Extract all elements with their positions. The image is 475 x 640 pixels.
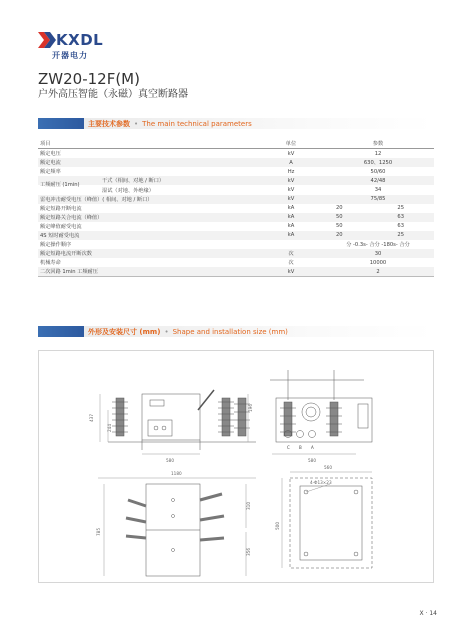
dim-front-lower: 244 bbox=[107, 424, 112, 432]
header-item: 项目 bbox=[38, 139, 260, 149]
dim-front-right: 196 bbox=[248, 404, 253, 412]
section-bar bbox=[38, 326, 84, 337]
dim-bracket-width: 560 bbox=[324, 465, 332, 470]
dim-plan-right2: 356 bbox=[246, 548, 251, 556]
table-row: 额定操作顺序 分 -0.3s- 合分 -180s- 合分 bbox=[40, 242, 410, 249]
model-title: ZW20-12F(M) bbox=[38, 70, 140, 88]
table-row: 额定短路电流开断次数 次 30 bbox=[38, 249, 434, 258]
section-header-parameters: 主要技术参数 • The main technical parameters bbox=[38, 118, 434, 129]
dim-plan-width: 1180 bbox=[171, 471, 182, 476]
section-title-en: The main technical parameters bbox=[142, 120, 252, 128]
table-row: 机械寿命 次 10000 bbox=[40, 259, 387, 267]
dim-front-width: 580 bbox=[166, 458, 174, 463]
phase-label-a: A bbox=[311, 445, 314, 450]
phase-label-c: C bbox=[287, 445, 290, 450]
hole-note: 4-Φ13×23 bbox=[310, 480, 332, 485]
header-unit: 单位 bbox=[260, 139, 322, 149]
dim-front-height: 437 bbox=[89, 414, 94, 422]
table-row: 4S 短时耐受电流 kA 20 25 bbox=[38, 231, 434, 240]
section-title-cn: 主要技术参数 bbox=[88, 120, 130, 128]
dimension-drawing bbox=[38, 350, 434, 583]
dim-bracket-height: 500 bbox=[275, 522, 280, 530]
section-bar bbox=[38, 118, 84, 129]
table-row: 雷电冲击耐受电压（峰值）( 相间、对地 / 断口） kV 75/85 bbox=[38, 195, 434, 204]
logo-brand: KXDL bbox=[56, 31, 104, 49]
table-row: 二次回路 1min 工频耐压 kV 2 bbox=[38, 267, 434, 277]
section-header-dimensions: 外形及安装尺寸 (mm) • Shape and installation size (mm) bbox=[38, 326, 434, 337]
phase-label-b: B bbox=[299, 445, 302, 450]
table-row: 额定电压 kV 12 bbox=[40, 150, 382, 158]
section2-title-cn: 外形及安装尺寸 (mm) bbox=[88, 328, 161, 336]
table-row: 工频耐压 (1min) 干式（相间、对地 / 断口） kV 42/48 bbox=[38, 176, 434, 185]
parameters-table bbox=[38, 139, 434, 277]
table-row: 额定短路开断电流 kA 20 25 bbox=[40, 205, 404, 212]
dim-plan-right1: 310 bbox=[246, 502, 251, 510]
dim-plan-height: 785 bbox=[96, 528, 101, 536]
table-row: 额定短路关合电流（峰值） kA 50 63 bbox=[38, 213, 434, 222]
table-row: 额定峰值耐受电流 kA 50 63 bbox=[40, 223, 404, 230]
table-row: 额定电流 A 630、1250 bbox=[38, 158, 434, 167]
section2-title-en: Shape and installation size (mm) bbox=[172, 328, 288, 336]
logo-tagline: 开器电力 bbox=[52, 51, 88, 60]
table-header-row bbox=[38, 139, 434, 149]
dim-side-width: 580 bbox=[308, 458, 316, 463]
page-number: X · 14 bbox=[419, 610, 437, 617]
header-param: 参数 bbox=[322, 139, 434, 149]
table-row: 额定频率 Hz 50/60 bbox=[40, 168, 386, 176]
product-subtitle: 户外高压智能（永磁）真空断路器 bbox=[38, 89, 188, 100]
table-row: 湿试（对地、外绝缘） kV 34 bbox=[102, 187, 382, 194]
